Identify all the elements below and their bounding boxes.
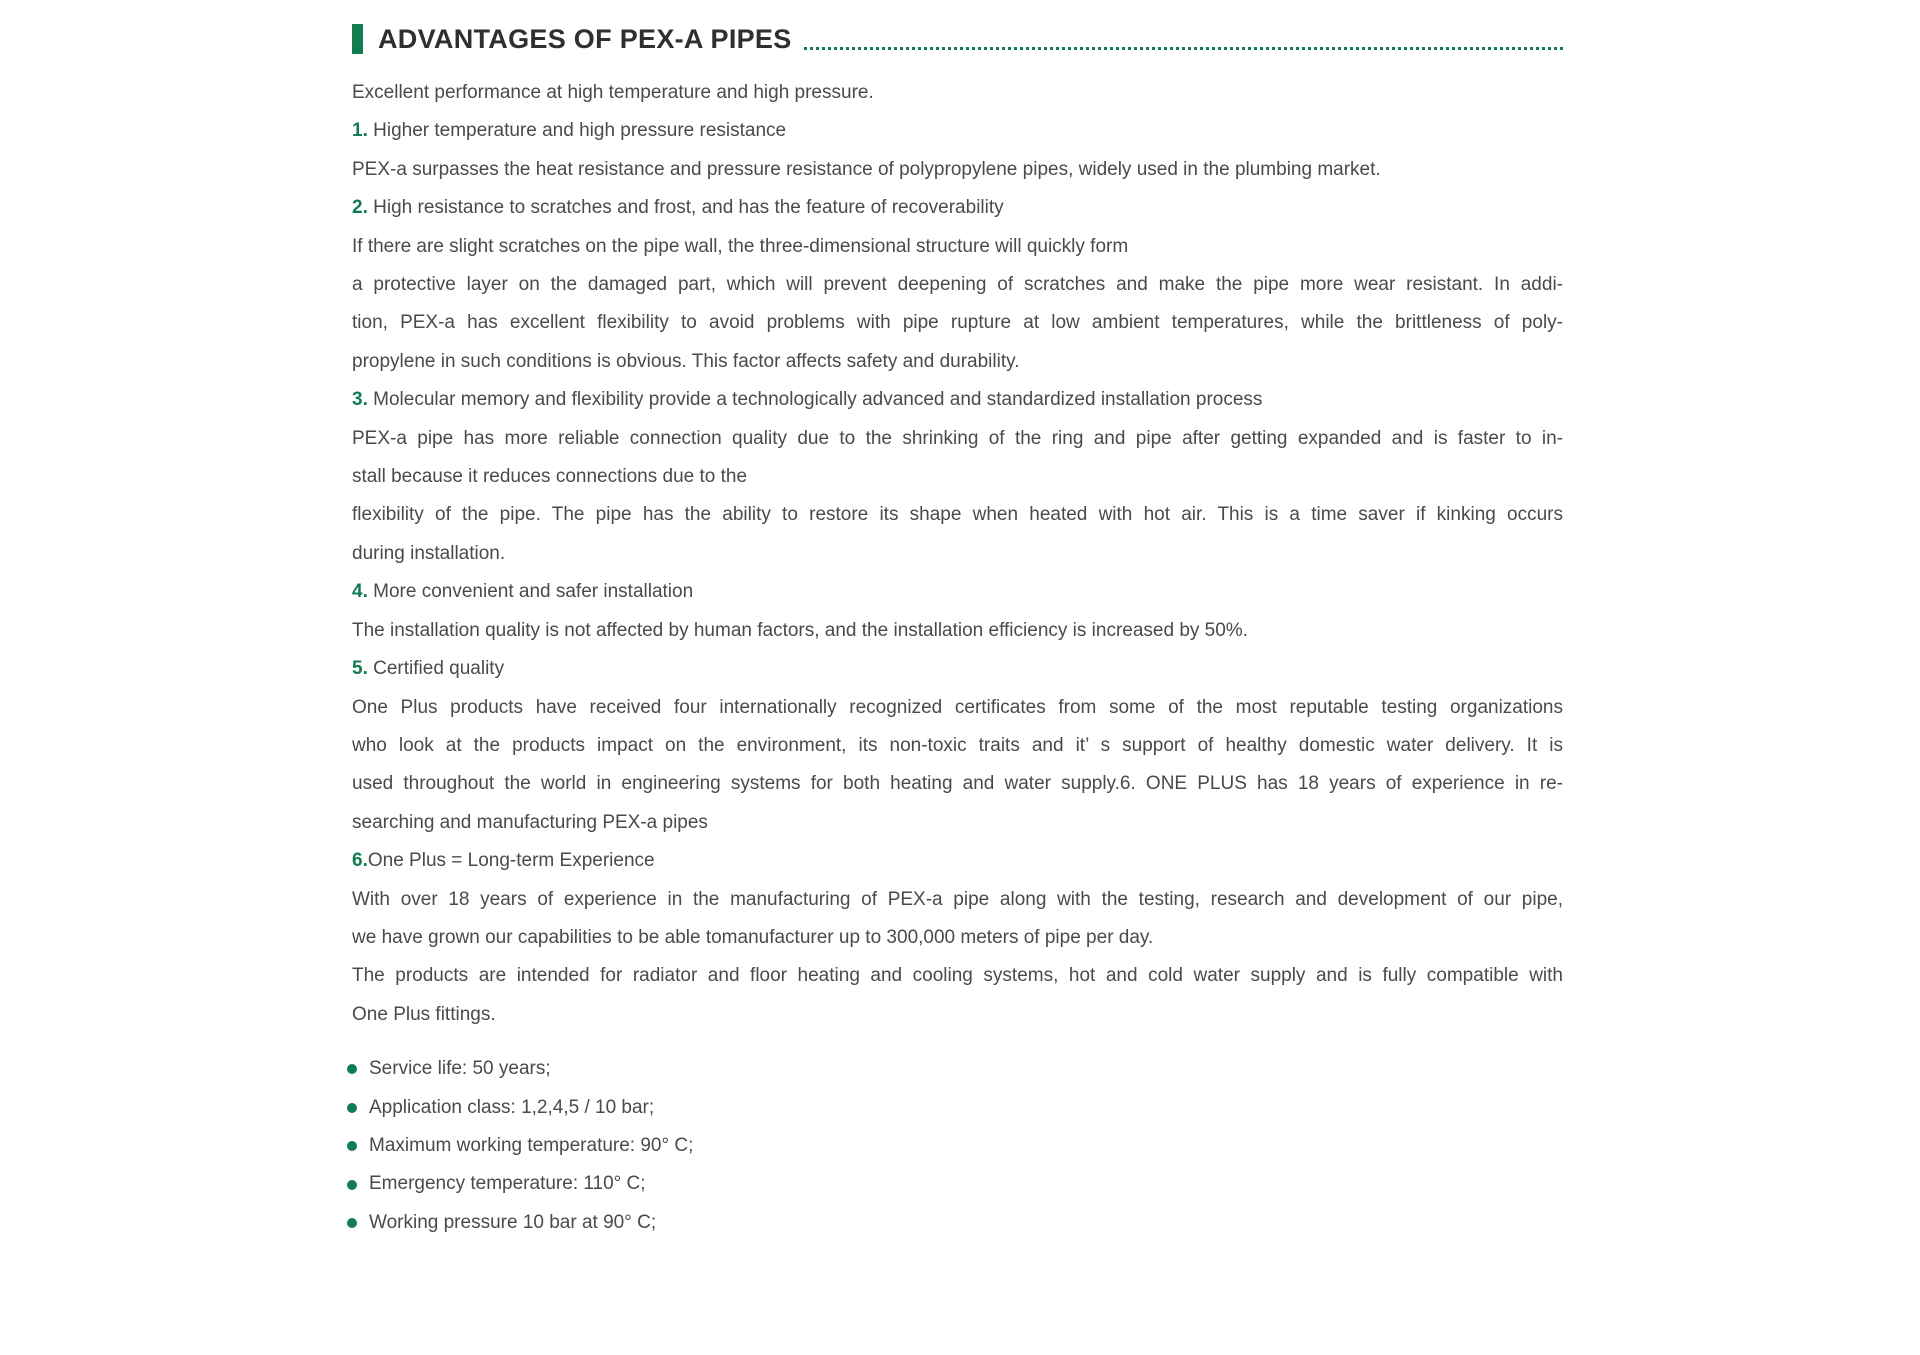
text-line [352, 420, 1563, 458]
line-text: With over 18 years of experience in the manufacturing of PEX-a pipe along with the testing, research and development of our pipe, [352, 888, 1563, 910]
line-text: Higher temperature and high pressure resistance [367, 120, 787, 142]
text-line [352, 112, 1563, 150]
text-line [352, 189, 1563, 227]
text-line [352, 573, 1563, 611]
bullet-text: Maximum working temperature: 90° C; [369, 1134, 694, 1156]
bullet-icon [347, 1218, 357, 1228]
list-item [352, 1127, 1563, 1165]
line-text: PEX-a surpasses the heat resistance and pressure resistance of polypropylene pipes, widely used in the plumbing market. [352, 158, 1381, 180]
accent-bar [352, 24, 363, 54]
line-text: stall because it reduces connections due to the [352, 466, 748, 488]
text-line [352, 689, 1563, 727]
text-line [352, 727, 1563, 765]
line-text: a protective layer on the damaged part, which will prevent deepening of scratches and make the pipe more wear resistant. In addi- [352, 274, 1563, 296]
bullet-icon [347, 1103, 357, 1113]
line-number: 3. [352, 389, 368, 411]
line-text: One Plus fittings. [352, 1003, 496, 1025]
text-line [352, 842, 1563, 880]
text-line [352, 304, 1563, 342]
line-number: 1. [352, 120, 368, 142]
text-line [352, 957, 1563, 995]
line-text: One Plus = Long-term Experience [367, 850, 655, 872]
line-text: flexibility of the pipe. The pipe has the ability to restore its shape when heated with hot air. This is a time saver if kinking occurs [352, 504, 1563, 526]
line-text: One Plus products have received four internationally recognized certificates from some of the most reputable testing organizations [352, 696, 1563, 718]
dotted-leader-line [804, 47, 1563, 50]
line-text: More convenient and safer installation [367, 581, 694, 603]
line-text: tion, PEX-a has excellent flexibility to avoid problems with pipe rupture at low ambient temperatures, while the brittleness of poly- [352, 312, 1563, 334]
text-line [352, 343, 1563, 381]
text-line [352, 535, 1563, 573]
list-item [352, 1089, 1563, 1127]
text-line [352, 266, 1563, 304]
body-text [352, 74, 1563, 1034]
bullet-text: Emergency temperature: 110° C; [369, 1173, 646, 1195]
line-text: The products are intended for radiator and floor heating and cooling systems, hot and cold water supply and is fully compatible with [352, 965, 1563, 987]
line-number: 4. [352, 581, 368, 603]
line-text: Excellent performance at high temperature and high pressure. [352, 82, 874, 103]
bullet-icon [347, 1180, 357, 1190]
text-line [352, 650, 1563, 688]
text-line [352, 458, 1563, 496]
text-line [352, 804, 1563, 842]
line-text: we have grown our capabilities to be able tomanufacturer up to 300,000 meters of pipe per day. [352, 926, 1154, 948]
bullet-text: Service life: 50 years; [369, 1058, 551, 1080]
line-text: PEX-a pipe has more reliable connection quality due to the shrinking of the ring and pipe after getting expanded and is faster to in- [352, 427, 1563, 449]
text-line [352, 612, 1563, 650]
text-line [352, 381, 1563, 419]
page-content [352, 20, 1563, 1242]
line-number: 5. [352, 658, 368, 680]
text-line [352, 151, 1563, 189]
text-line [352, 881, 1563, 919]
text-line [352, 765, 1563, 803]
list-item [352, 1165, 1563, 1203]
section-title: ADVANTAGES OF PEX-A PIPES [378, 23, 792, 54]
section-header [352, 20, 1563, 58]
line-text: High resistance to scratches and frost, and has the feature of recoverability [367, 197, 1004, 219]
list-item [352, 1204, 1563, 1242]
line-number: 2. [352, 197, 368, 219]
line-text: propylene in such conditions is obvious. This factor affects safety and durability. [352, 350, 1020, 372]
line-text: If there are slight scratches on the pipe wall, the three-dimensional structure will quickly form [352, 235, 1129, 257]
line-text: used throughout the world in engineering systems for both heating and water supply.6. ONE PLUS has 18 years of experience in re- [352, 773, 1563, 795]
text-line [352, 228, 1563, 266]
text-line [352, 74, 1563, 112]
bullet-icon [347, 1064, 357, 1074]
line-text: Molecular memory and flexibility provide a technologically advanced and standardized installation process [367, 389, 1263, 411]
line-text: The installation quality is not affected by human factors, and the installation efficiency is increased by 50%. [352, 619, 1248, 641]
text-line [352, 919, 1563, 957]
line-text: Certified quality [367, 658, 505, 680]
line-text: who look at the products impact on the environment, its non-toxic traits and it’ s support of healthy domestic water delivery. It is [352, 734, 1563, 756]
line-text: searching and manufacturing PEX-a pipes [352, 811, 708, 833]
text-line [352, 496, 1563, 534]
spec-list [352, 1050, 1563, 1242]
bullet-icon [347, 1141, 357, 1151]
bullet-text: Application class: 1,2,4,5 / 10 bar; [369, 1096, 655, 1118]
list-item [352, 1050, 1563, 1088]
line-number: 6. [352, 850, 368, 872]
bullet-text: Working pressure 10 bar at 90° C; [369, 1211, 657, 1233]
text-line [352, 996, 1563, 1034]
line-text: during installation. [352, 542, 506, 564]
